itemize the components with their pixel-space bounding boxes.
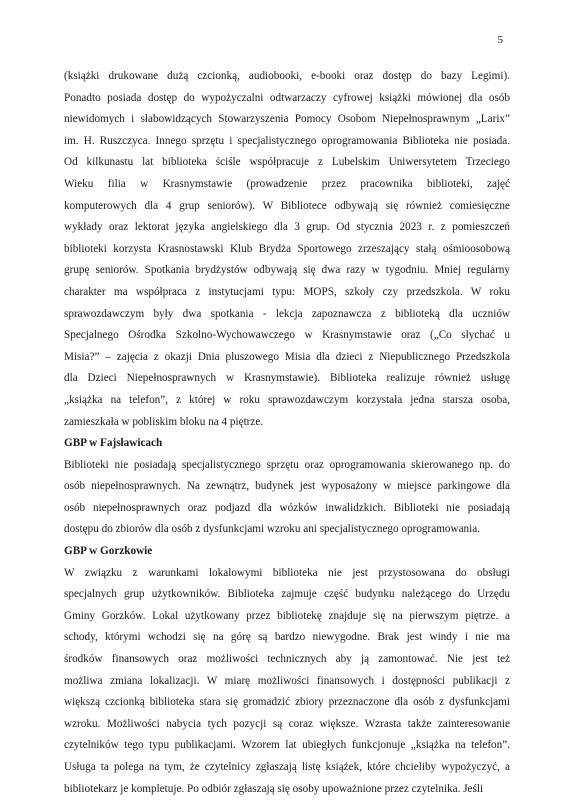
text-line: Gminy Gorzków. Lokal użytkowany przez bibliotekę znajduje się na pierwszym piętrze. a [64, 609, 510, 622]
text-line: dostępu do zbiorów dla osób z dysfunkcjami wzroku ani specjalistycznego oprogramowania. [64, 523, 481, 536]
text-line: środków finansowych oraz możliwości technicznych aby ją zamontować. Nie jest też [64, 653, 510, 666]
text-line: komputerowych dla 4 grup seniorów). W Bibliotece odbywają się również comiesięczne [64, 199, 510, 212]
text-line: W związku z warunkami lokalowymi biblioteka nie jest przystosowana do obsługi [64, 566, 510, 579]
text-line: charakter ma współpraca z instytucjami typu: MOPS, szkoły czy przedszkola. W roku [64, 285, 510, 298]
text-line: „książka na telefon”, z której w roku sprawozdawczym korzystała jedna starsza osoba, [64, 393, 510, 406]
text-line: im. H. Ruszczyca. Innego sprzętu i specjalistycznego oprogramowania Biblioteka nie posiada. [64, 134, 510, 147]
text-line: sprawozdawczym były dwa spotkania - lekcja zapoznawcza z biblioteką dla uczniów [64, 307, 510, 320]
text-line: wzroku. Możliwości nabycia tych pozycji są coraz większe. Wzrasta także zainteresowanie [64, 717, 510, 730]
text-line: Biblioteki nie posiadają specjalistycznego sprzętu oraz oprogramowania skierowanego np. do [64, 458, 510, 471]
text-line: Specjalnego Ośrodka Szkolno-Wychowawczego w Krasnymstawie oraz („Co słychać u [64, 329, 510, 342]
text-line: zamieszkała w pobliskim bloku na 4 piętrze. [64, 415, 264, 428]
text-line: grupę seniorów. Spotkania brydżystów odbywają się dwa razy w tygodniu. Mniej regularny [64, 264, 510, 277]
text-line: biblioteki korzysta Krasnostawski Klub Brydża Sportowego zrzeszający stałą ośmioosobową [64, 242, 510, 255]
text-line: osób niepełnosprawnych. Na zewnątrz, budynek jest wyposażony w miejsce parkingowe dla [64, 480, 510, 493]
text-line: niewidomych i słabowidzących Stowarzyszenia Pomocy Osobom Niepełnosprawnym „Larix” [64, 113, 510, 126]
text-line: dla Dzieci Niepełnosprawnych w Krasnymstawie). Biblioteka realizuje również usługę [64, 372, 510, 385]
text-line: większą czcionką biblioteka stara się gromadzić zbiory przeznaczone dla osób z dysfunkcjami [64, 696, 510, 709]
paragraph [64, 455, 510, 541]
paragraph [64, 563, 510, 800]
text-line: Usługa ta polega na tym, że czytelnicy zgłaszają listę książek, które chcieliby wypożyczyć, a [64, 761, 510, 773]
text-line: osób niepełnosprawnych oraz podjazd dla wózków inwalidzkich. Biblioteki nie posiadają [64, 501, 510, 514]
text-line: możliwa zmiana lokalizacji. W miarę możliwości finansowych i dostępności publikacji z [64, 674, 510, 687]
text-line: Od kilkunastu lat biblioteka ściśle współpracuje z Lubelskim Uniwersytetem Trzeciego [64, 156, 510, 169]
document-body [64, 66, 510, 800]
section-heading: GBP w Gorzkowie [64, 545, 153, 558]
text-line: (książki drukowane dużą czcionką, audiobooki, e-booki oraz dostęp do bazy Legimi). [64, 70, 510, 82]
text-line: wykłady oraz lektorat języka angielskiego dla 3 grup. Od stycznia 2023 r. z pomieszczeń [64, 221, 510, 234]
text-line: schody, którymi wchodzi się na górę są bardzo niewygodne. Brak jest windy i nie ma [64, 631, 510, 644]
text-line: bibliotekarz je kompletuje. Po odbiór zgłaszają się osoby upoważnione przez czytelnika. Jeśli [64, 782, 484, 795]
text-line: Ponadto posiada dostęp do wypożyczalni odtwarzaczy cyfrowej książki mówionej dla osób [64, 91, 510, 104]
section-heading: GBP w Fajsławicach [64, 437, 163, 450]
text-line: specjalnych grup użytkowników. Biblioteka zajmuje część budynku należącego do Urzędu [64, 588, 510, 601]
paragraph [64, 66, 510, 433]
text-line: czytelników tego typu publikacjami. Wzorem lat ubiegłych funkcjonuje „książka na telefon”. [64, 739, 510, 752]
text-line: Misia?” – zajęcia z okazji Dnia pluszowego Misia dla dzieci z Niepublicznego Przedszkola [64, 350, 510, 363]
text-line: Wieku filia w Krasnymstawie (prowadzenie przez pracownika biblioteki, zajęć [64, 177, 510, 190]
page-number: 5 [497, 34, 503, 46]
